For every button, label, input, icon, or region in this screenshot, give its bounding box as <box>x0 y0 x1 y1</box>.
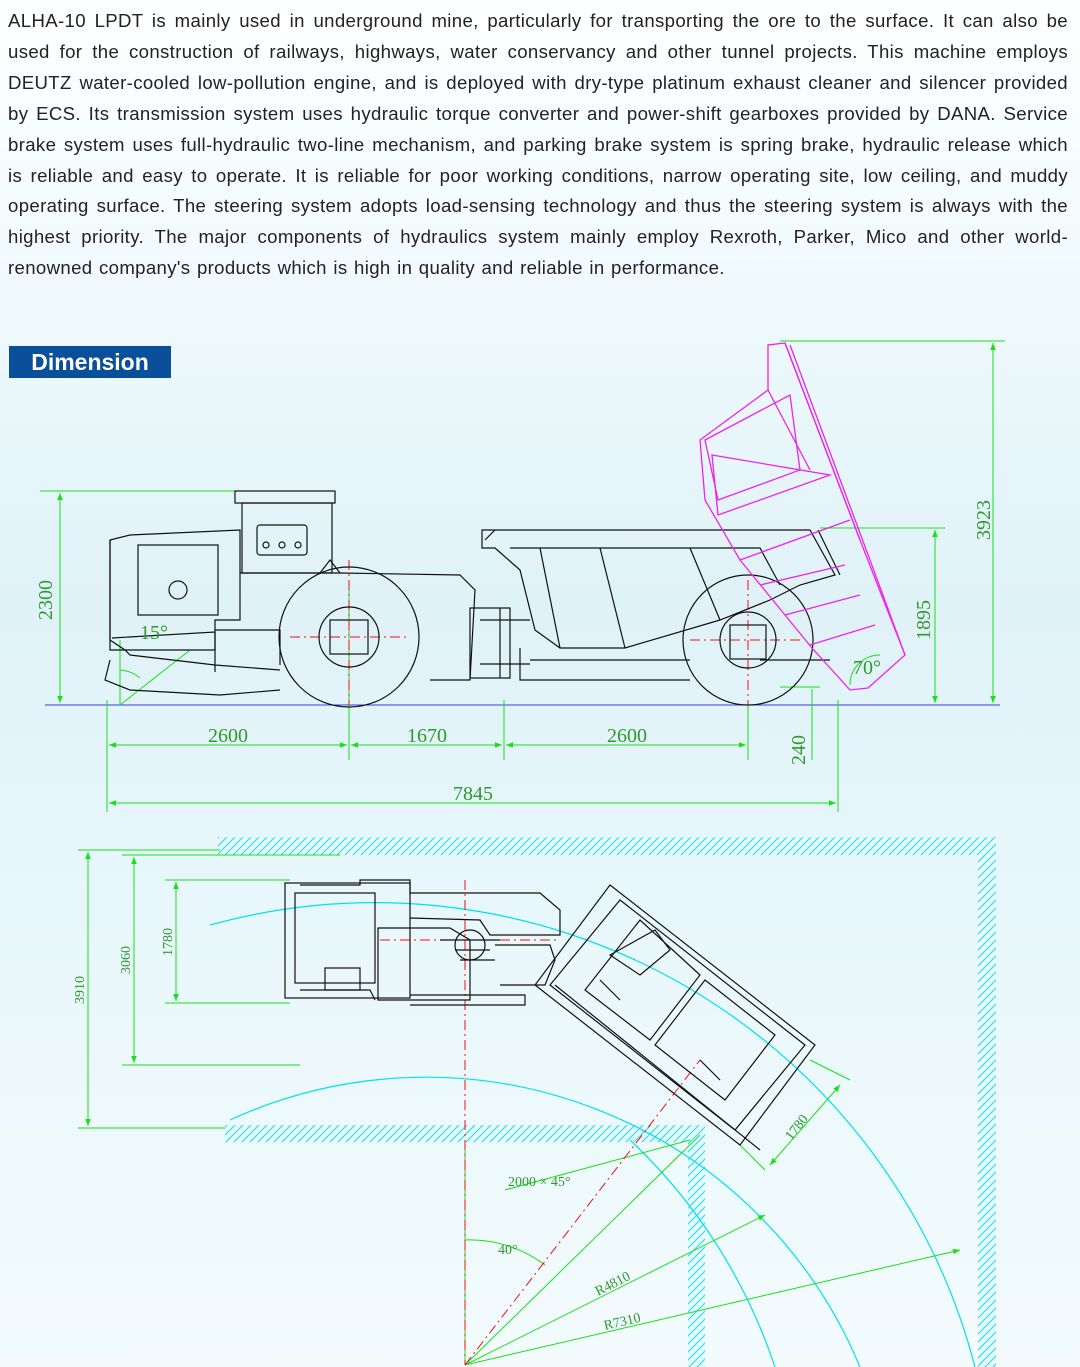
front-length-label: 2600 <box>208 725 248 747</box>
dump-angle-label: 70° <box>853 657 881 679</box>
total-length-label: 7845 <box>453 783 493 805</box>
tunnel-wall-top <box>218 837 996 855</box>
vehicle-width-label: 1780 <box>161 928 176 956</box>
articulation-angle-label: 40° <box>498 1243 518 1258</box>
outer-radius-label: R7310 <box>602 1310 643 1334</box>
inner-radius-label: R4810 <box>593 1269 634 1300</box>
turning-width-label: 3060 <box>119 946 134 974</box>
approach-angle-label: 15° <box>140 622 168 644</box>
box-width-label: 1780 <box>782 1112 812 1144</box>
side-view-drawing <box>35 341 1005 812</box>
raised-dump-body <box>700 343 905 690</box>
ground-clearance-label: 240 <box>788 735 810 765</box>
box-height-label: 1895 <box>913 600 935 640</box>
raised-height-label: 3923 <box>973 500 995 540</box>
rear-length-label: 2600 <box>607 725 647 747</box>
section-title-dimension: Dimension <box>9 346 171 378</box>
intro-paragraph: ALHA-10 LPDT is mainly used in underground mine, particularly for transporting the ore to the surface. It can also be used for the construction of railways, highways, water conservancy and other tunnel projects. This machine employs DEUTZ water-cooled low-pollution engine, and is deployed with dry-type platinum exhaust cleaner and silencer provided by ECS. Its transmission system uses hydraulic torque converter and power-shift gearboxes provided by DANA. Service brake system uses full-hydraulic two-line mechanism, and parking brake system is spring brake, hydraulic release which is reliable and easy to operate. It is reliable for poor working conditions, narrow operating site, low ceiling, and muddy operating surface. The steering system adopts load-sensing technology and thus the steering system is always with the highest priority. The major components of hydraulics system mainly employ Rexroth, Parker, Mico and other world-renowned company's products which is high in quality and reliable in performance. <box>8 10 1068 279</box>
top-view-drawing <box>73 837 996 1367</box>
middle-length-label: 1670 <box>407 725 447 747</box>
overall-height-label: 2300 <box>35 580 57 620</box>
tunnel-width-label: 3910 <box>73 976 88 1004</box>
corner-chamfer-label: 2000 × 45° <box>508 1175 571 1190</box>
dump-box-topview <box>535 885 815 1150</box>
tunnel-wall-right <box>978 837 996 1367</box>
